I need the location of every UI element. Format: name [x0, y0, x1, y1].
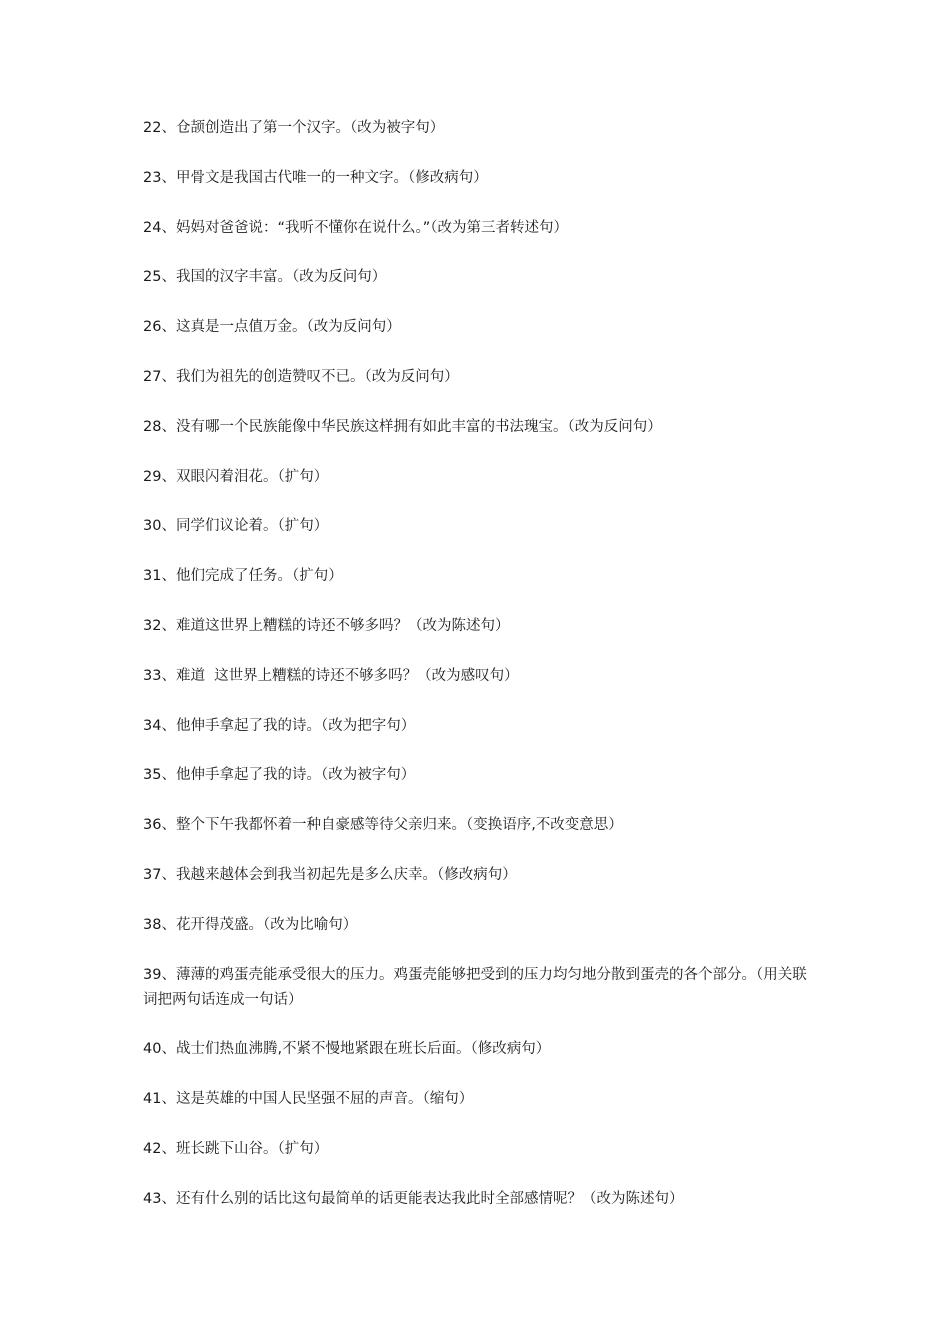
exercise-item-34: 34、他伸手拿起了我的诗。（改为把字句） [143, 717, 416, 734]
exercise-item-39: 39、薄薄的鸡蛋壳能承受很大的压力。鸡蛋壳能够把受到的压力均匀地分散到蛋壳的各个部分。（用关联词把两句话连成一句话） [143, 966, 807, 1008]
exercise-item-26: 26、这真是一点值万金。（改为反问句） [143, 319, 401, 336]
exercise-item-27: 27、我们为祖先的创造赞叹不已。（改为反问句） [143, 368, 459, 385]
exercise-item-22: 22、仓颉创造出了第一个汉字。（改为被字句） [143, 120, 445, 136]
exercise-item-35: 35、他伸手拿起了我的诗。（改为被字句） [143, 767, 416, 784]
exercise-item-24: 24、妈妈对爸爸说：“我听不懂你在说什么。”（改为第三者转述句） [143, 219, 568, 236]
exercise-item-43: 43、还有什么别的话比这句最简单的话更能表达我此时全部感情呢？（改为陈述句） [143, 1190, 684, 1207]
exercise-item-40: 40、战士们热血沸腾,不紧不慢地紧跟在班长后面。（修改病句） [143, 1041, 551, 1058]
exercise-item-28: 28、没有哪一个民族能像中华民族这样拥有如此丰富的书法瑰宝。（改为反问句） [143, 418, 662, 435]
exercise-item-31: 31、他们完成了任务。（扩句） [143, 568, 343, 585]
exercise-item-33: 33、难道 这世界上糟糕的诗还不够多吗？（改为感叹句） [143, 667, 519, 684]
exercise-item-25: 25、我国的汉字丰富。（改为反问句） [143, 269, 387, 286]
exercise-item-38: 38、花开得茂盛。（改为比喻句） [143, 916, 358, 933]
exercise-item-41: 41、这是英雄的中国人民坚强不屈的声音。（缩句） [143, 1091, 474, 1108]
exercise-list [143, 116, 813, 1237]
exercise-item-42: 42、班长跳下山谷。（扩句） [143, 1140, 329, 1157]
exercise-item-37: 37、我越来越体会到我当初起先是多么庆幸。（修改病句） [143, 866, 517, 883]
exercise-item-36: 36、整个下午我都怀着一种自豪感等待父亲归来。（变换语序,不改变意思） [143, 817, 623, 834]
exercise-item-30: 30、同学们议论着。（扩句） [143, 518, 329, 535]
exercise-item-29: 29、双眼闪着泪花。（扩句） [143, 468, 329, 485]
exercise-item-32: 32、难道这世界上糟糕的诗还不够多吗？（改为陈述句） [143, 617, 510, 634]
exercise-item-23: 23、甲骨文是我国古代唯一的一种文字。（修改病句） [143, 169, 488, 186]
